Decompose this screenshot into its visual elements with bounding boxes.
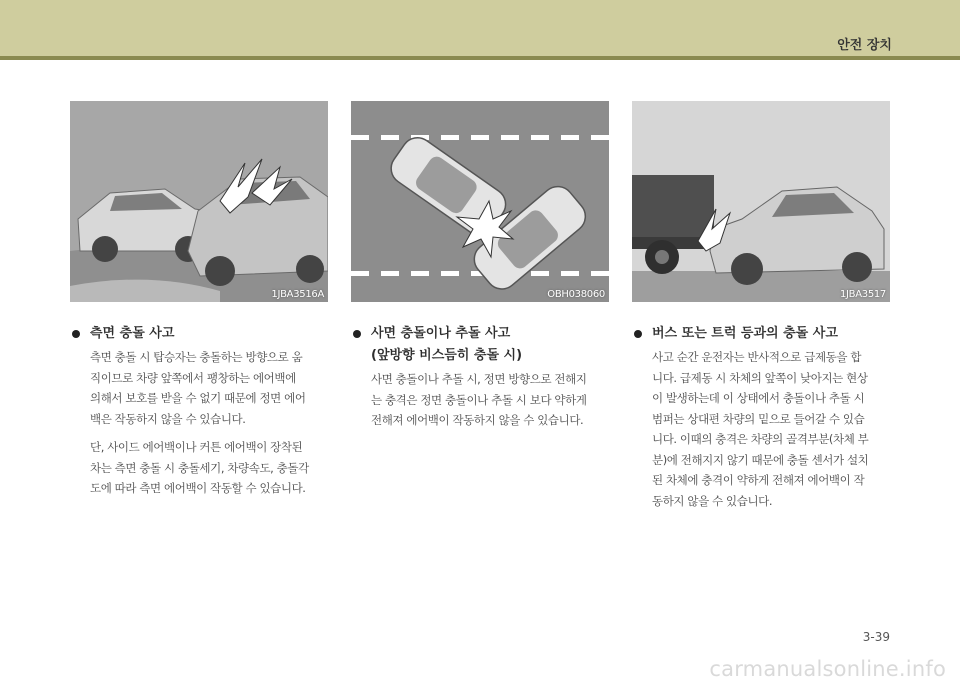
- page-number: 3-39: [862, 630, 890, 644]
- column-truck-collision: [632, 323, 890, 519]
- side-collision-illustration: [70, 101, 328, 302]
- text-line: 는 충격은 정면 충돌이나 추돌 시 보다 약하게: [371, 392, 587, 407]
- heading-line: 측면 충돌 사고: [90, 326, 175, 341]
- column-oblique-collision: [351, 323, 609, 439]
- text-line: 단, 사이드 에어백이나 커튼 에어백이 장착된: [90, 440, 303, 454]
- text-line: 백은 작동하지 않을 수 있습니다.: [90, 411, 246, 426]
- heading-line: (앞방향 비스듬히 충돌 시): [371, 348, 523, 363]
- paragraph: [632, 347, 890, 511]
- column-side-collision: [70, 323, 328, 507]
- text-line: 분)에 전해지지 않기 때문에 충돌 센서가 설치: [652, 452, 869, 467]
- text-line: 사고 순간 운전자는 반사적으로 급제동을 합: [652, 350, 862, 364]
- figure-code: OBH038060: [547, 289, 605, 300]
- heading-line: 버스 또는 트럭 등과의 충돌 사고: [652, 326, 838, 341]
- paragraph: [70, 437, 328, 499]
- text-line: 범퍼는 상대편 차량의 밑으로 들어갈 수 있습: [652, 411, 865, 426]
- figure-code: 1JBA3516A: [271, 289, 324, 300]
- figure-oblique-collision: [351, 101, 609, 302]
- paragraph: [351, 369, 609, 431]
- header-bar: [0, 0, 960, 56]
- figure-truck-collision: [632, 101, 890, 302]
- watermark: carmanualsonline.info: [709, 657, 946, 681]
- text-line: 전해져 에어백이 작동하지 않을 수 있습니다.: [371, 413, 584, 427]
- text-line: 사면 충돌이나 추돌 시, 정면 방향으로 전해지: [371, 372, 587, 386]
- text-line: 직이므로 차량 앞쪽에서 팽창하는 에어백에: [90, 370, 296, 385]
- text-line: 의해서 보호를 받을 수 없기 때문에 정면 에어: [90, 391, 306, 405]
- heading-line: 사면 충돌이나 추돌 사고: [371, 326, 511, 341]
- section-title: 안전 장치: [837, 38, 892, 53]
- bullet-dot: [353, 330, 361, 338]
- text-line: 이 발생하는데 이 상태에서 충돌이나 추돌 시: [652, 391, 865, 405]
- text-line: 니다. 급제동 시 차체의 앞쪽이 낮아지는 현상: [652, 370, 868, 385]
- heading-side-collision: [70, 323, 328, 345]
- heading-oblique-collision: [351, 323, 609, 367]
- text-line: 측면 충돌 시 탑승자는 충돌하는 방향으로 움: [90, 350, 303, 364]
- text-line: 동하지 않을 수 있습니다.: [652, 493, 773, 508]
- truck-collision-illustration: [632, 101, 890, 302]
- oblique-collision-illustration: [351, 101, 609, 302]
- bullet-dot: [72, 330, 80, 338]
- heading-truck-collision: [632, 323, 890, 345]
- header-divider: [0, 56, 960, 60]
- text-line: 차는 측면 충돌 시 충돌세기, 차량속도, 충돌각: [90, 460, 309, 475]
- figure-code: 1JBA3517: [839, 289, 886, 300]
- text-line: 된 차체에 충격이 약하게 전해져 에어백이 작: [652, 473, 865, 487]
- figure-side-collision: [70, 101, 328, 302]
- bullet-dot: [634, 330, 642, 338]
- text-line: 니다. 이때의 충격은 차량의 골격부분(차체 부: [652, 432, 869, 446]
- text-line: 도에 따라 측면 에어백이 작동할 수 있습니다.: [90, 481, 306, 495]
- paragraph: [70, 347, 328, 429]
